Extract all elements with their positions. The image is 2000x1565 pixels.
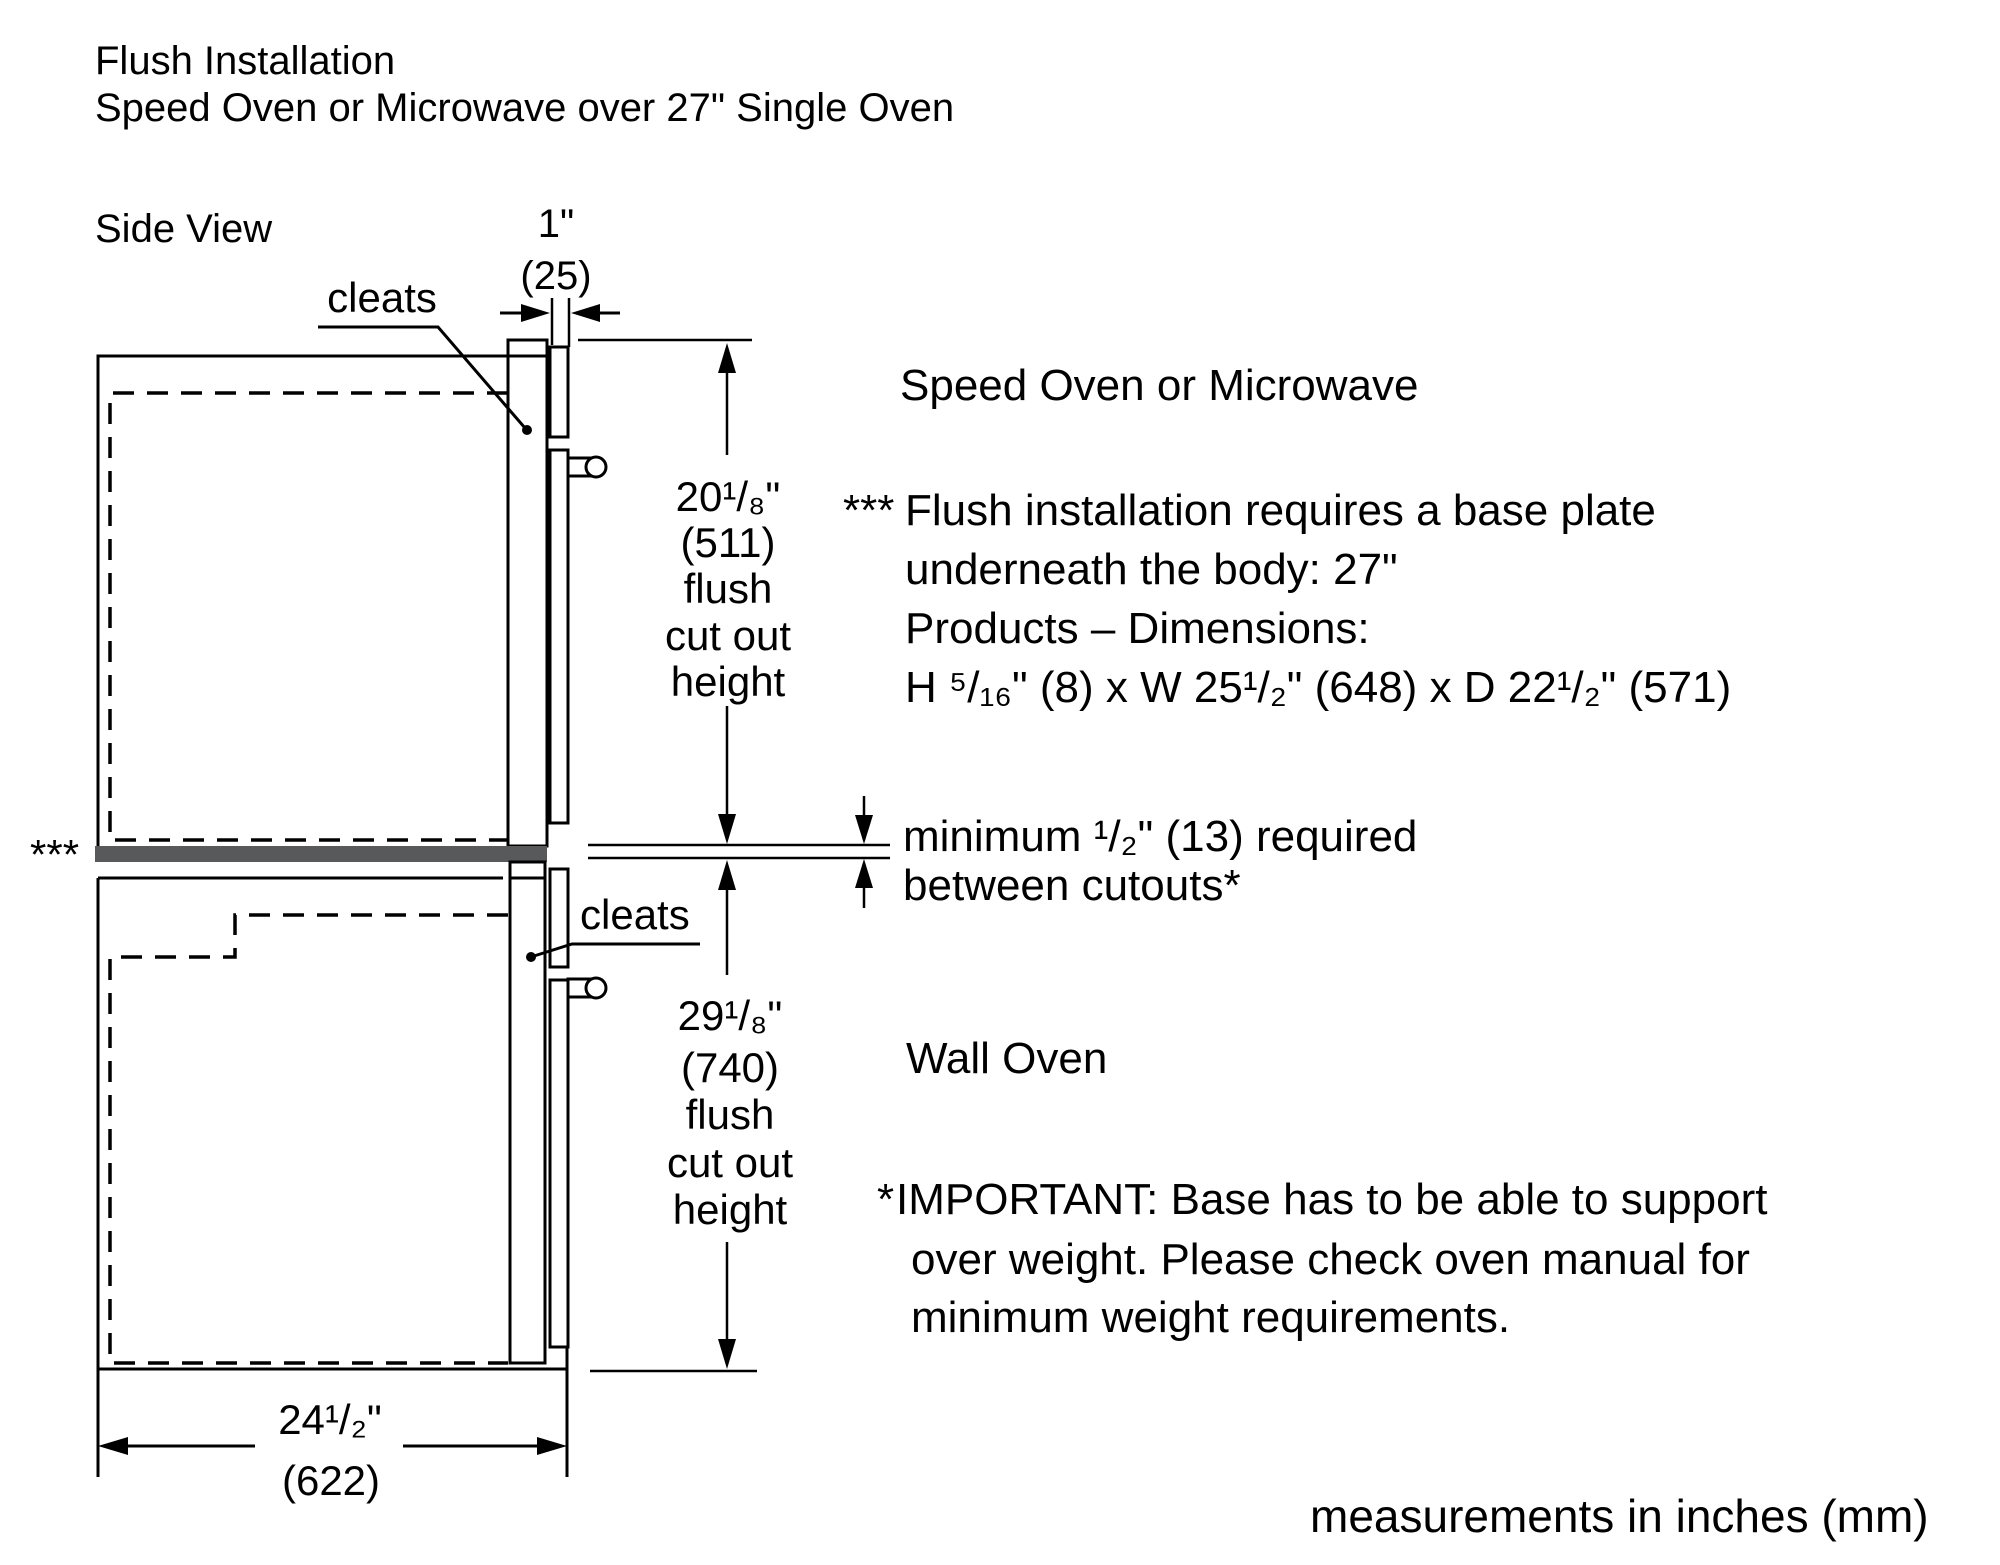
dim-top-line1: 20¹/₈": [675, 473, 781, 520]
bottom-cleat-cap: [510, 862, 545, 878]
min-gap-note-line1: minimum ¹/₂" (13) required: [903, 812, 1418, 861]
page-title-line2: Speed Oven or Microwave over 27" Single Oven: [95, 86, 955, 130]
top-unit-label: Speed Oven or Microwave: [900, 361, 1419, 410]
dim-width: [98, 1396, 567, 1504]
dim-top-line5: height: [670, 658, 786, 705]
bottom-door-lower-segment: [550, 980, 568, 1347]
flush-note-line3: Products – Dimensions:: [905, 604, 1370, 653]
important-note-line2: over weight. Please check oven manual for: [911, 1235, 1750, 1284]
flush-note-marker: ***: [843, 486, 895, 535]
min-gap-arrow-up-icon: [855, 859, 873, 888]
dim-door-inches: 1": [537, 202, 575, 246]
base-plate-marker: ***: [30, 831, 80, 878]
dim-top-cutout: [578, 340, 791, 844]
dim-bottom-arrow-up-icon: [718, 860, 736, 890]
dim-door-arrow-right-icon: [521, 304, 550, 322]
top-door-handle-knob: [586, 457, 606, 477]
view-label: Side View: [95, 207, 273, 251]
dim-door-mm: (25): [520, 254, 592, 298]
cleats-leader-dot-bottom: [526, 952, 536, 962]
dim-bottom-line2: (740): [680, 1044, 780, 1091]
bottom-door-upper-segment: [550, 869, 568, 967]
cleats-leader-top: [318, 327, 525, 428]
dim-bottom-line3: flush: [685, 1091, 775, 1138]
bottom-cabinet-cutout-dashed: [110, 915, 508, 1363]
dim-top-arrow-up-icon: [718, 343, 736, 373]
dim-width-arrow-left-icon: [98, 1437, 128, 1455]
cleats-label-bottom: cleats: [580, 891, 690, 938]
dim-width-arrow-right-icon: [537, 1437, 567, 1455]
units-note: measurements in inches (mm): [1310, 1490, 1929, 1542]
flush-note: [843, 486, 1731, 712]
dim-door-thickness: [500, 202, 620, 347]
dim-top-line3: flush: [683, 565, 773, 612]
dim-width-mm: (622): [281, 1457, 381, 1504]
page-title-line1: Flush Installation: [95, 39, 396, 83]
min-gap-note: [903, 812, 1417, 910]
top-cabinet-cutout-dashed: [110, 393, 508, 840]
important-note: [877, 1175, 1767, 1342]
important-note-marker: *: [877, 1175, 895, 1224]
top-door-upper-segment: [550, 347, 568, 437]
bottom-unit-label: Wall Oven: [906, 1034, 1108, 1083]
dim-bottom-line5: height: [672, 1186, 788, 1233]
dim-bottom-line4: cut out: [666, 1139, 794, 1186]
important-note-line1: IMPORTANT: Base has to be able to support: [896, 1175, 1768, 1224]
top-cabinet-outline: [98, 356, 508, 846]
top-door-lower-segment: [550, 450, 568, 823]
dim-bottom-line1: 29¹/₈": [677, 992, 783, 1039]
dim-width-inches: 24¹/₂": [278, 1396, 382, 1443]
dim-top-arrow-down-icon: [718, 814, 736, 844]
dim-bottom-arrow-down-icon: [718, 1339, 736, 1369]
bottom-door-handle-knob: [586, 978, 606, 998]
min-gap-note-line2: between cutouts*: [903, 861, 1241, 910]
cleats-leader-dot-top: [522, 425, 532, 435]
dim-top-line2: (511): [680, 519, 776, 566]
bottom-cleat-bar: [510, 878, 545, 1363]
flush-note-line1: Flush installation requires a base plate: [905, 486, 1656, 535]
cleats-label-top: cleats: [327, 274, 437, 321]
base-plate: [95, 846, 547, 862]
min-gap-arrow-down-icon: [855, 815, 873, 844]
dim-top-line4: cut out: [664, 612, 792, 659]
top-cabinet: [98, 340, 606, 846]
flush-note-line4: H ⁵/₁₆" (8) x W 25¹/₂" (648) x D 22¹/₂" (571): [905, 663, 1732, 712]
flush-note-line2: underneath the body: 27": [905, 545, 1398, 594]
important-note-line3: minimum weight requirements.: [911, 1293, 1511, 1342]
dim-door-arrow-left-icon: [571, 304, 600, 322]
